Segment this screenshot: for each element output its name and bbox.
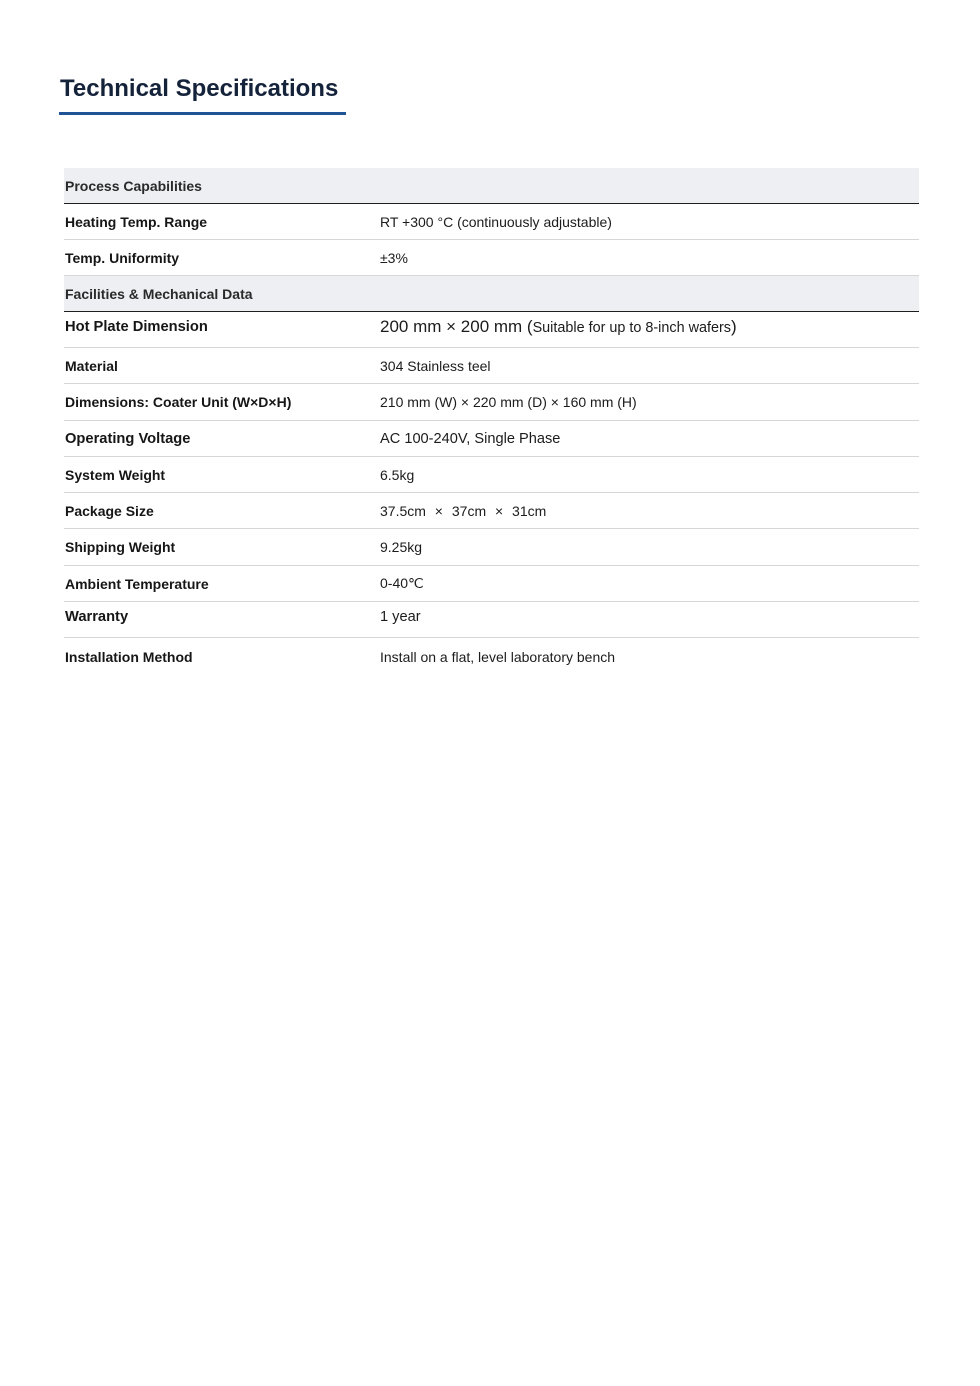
spec-row-package-size — [64, 493, 919, 529]
spec-label: Hot Plate Dimension — [65, 318, 208, 335]
spec-value: 304 Stainless teel — [380, 357, 491, 374]
spec-value-note: Suitable for up to 8-inch wafers — [532, 319, 731, 336]
spec-row-dimensions — [64, 384, 919, 421]
spec-label: Heating Temp. Range — [65, 213, 208, 230]
spec-label: Shipping Weight — [65, 539, 176, 555]
spec-row-hot-plate-dimension — [64, 312, 919, 348]
section-title: Process Capabilities — [65, 177, 202, 194]
spec-value: Install on a flat, level laboratory bench — [380, 648, 616, 665]
spec-label: Warranty — [65, 608, 129, 625]
spec-value: AC 100-240V, Single Phase — [380, 430, 561, 447]
section-header-process-capabilities — [64, 168, 919, 204]
spec-value: 6.5kg — [380, 466, 415, 483]
spec-table — [64, 168, 919, 675]
spec-value: RT +300 °C (continuously adjustable) — [380, 213, 612, 230]
spec-row-installation-method — [64, 638, 919, 675]
spec-row-system-weight — [64, 457, 919, 493]
spec-row-temp-uniformity — [64, 240, 919, 276]
title-underline — [59, 112, 346, 115]
spec-row-heating-temp-range — [64, 204, 919, 240]
spec-row-warranty — [64, 602, 919, 638]
spec-label: Ambient Temperature — [65, 575, 209, 592]
spec-value: 210 mm (W) × 220 mm (D) × 160 mm (H) — [380, 394, 637, 410]
spec-value: 0-40℃ — [380, 575, 424, 591]
spec-label: System Weight — [65, 466, 166, 483]
section-title: Facilities & Mechanical Data — [65, 285, 253, 302]
spec-label: Installation Method — [65, 648, 193, 665]
spec-row-shipping-weight — [64, 529, 919, 566]
spec-label: Material — [65, 357, 118, 374]
spec-label: Temp. Uniformity — [65, 249, 180, 266]
spec-label: Dimensions: Coater Unit (W×D×H) — [65, 394, 292, 410]
spec-row-ambient-temperature — [64, 566, 919, 602]
spec-row-material — [64, 348, 919, 384]
spec-value — [380, 317, 737, 337]
page-title: Technical Specifications — [60, 75, 339, 102]
spec-value-close: ) — [730, 316, 737, 336]
spec-label: Package Size — [65, 502, 154, 519]
spec-value: 1 year — [380, 608, 421, 625]
spec-value-main: 200 mm × 200 mm ( — [380, 316, 533, 336]
spec-value: 37.5cm × 37cm × 31cm — [380, 502, 547, 519]
spec-row-operating-voltage — [64, 421, 919, 457]
spec-label: Operating Voltage — [65, 430, 191, 447]
section-header-facilities-mechanical — [64, 276, 919, 312]
spec-value: 9.25kg — [380, 539, 423, 555]
spec-value: ±3% — [380, 249, 408, 266]
